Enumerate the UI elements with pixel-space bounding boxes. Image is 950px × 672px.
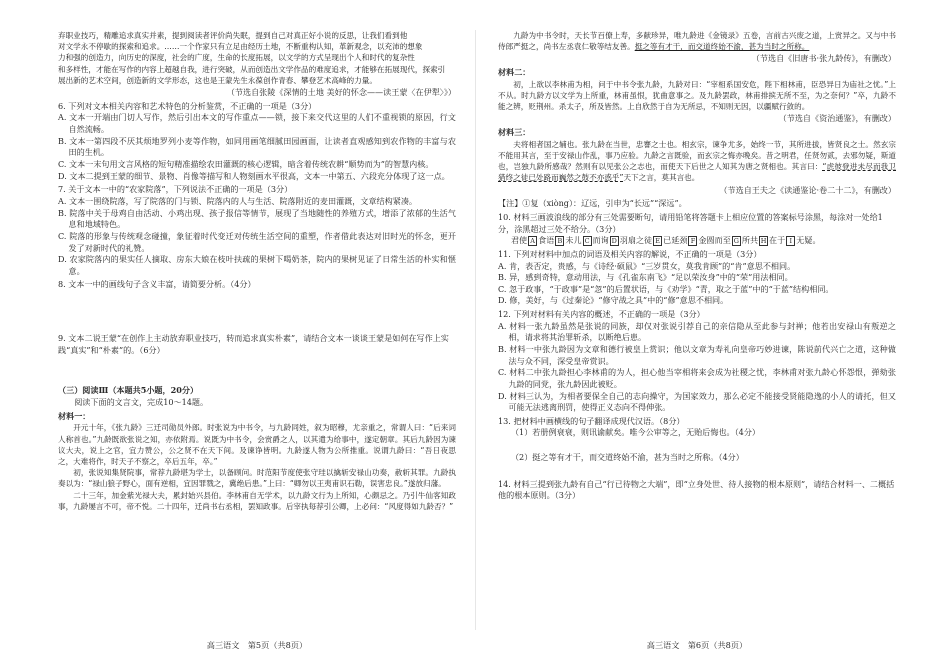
question-6-stem: 6. 下列对文本相关内容和艺术特色的分析鉴赏，不正确的一项是（3分） [58,100,317,111]
question-12-option-d: D. 材料三认为，为相者要保全自己的志向操守，为国家效力，那么必定不能接受贤能隐逸的小人的请托，但又可能无法逃离刑罚，使得正义态向不得伸张。 [498,390,896,413]
question-11-stem: 11. 下列对材料中加点的词语及相关内容的解说，不正确的一项是（3分） [498,248,762,259]
break-option-d[interactable]: D [611,237,617,246]
material-1-paragraph: 二十三年，加金紫光禄大夫，累封始兴县伯。李林甫自无学术，以九龄文行为上所知，心颇忌之。乃引牛仙客知政事，九龄屡言不可，帝不悦。二十四年，迁尚书右丞相，罢知政事。后宰执每荐引公卿，上必问：“风度得如九龄否？” [58,490,456,511]
question-10-sentence [498,235,896,247]
question-7-option-b: B. 院落中关于母鸡自由活动、小鸡出现、孩子报信等情节，展现了当地随性的养殖方式，增添了浓郁的生活气息和地域特色。 [58,207,456,230]
break-option-b[interactable]: B [555,236,564,246]
page-left [58,30,456,512]
question-13-stem: 13. 把材料中画横线的句子翻译成现代汉语。（8分） [498,415,685,426]
segment-text: 已延颈 [663,235,688,246]
question-12-option-a: A. 材料一张九龄虽然是张说的同族，却仅对张说引荐自己的亲信隐从至此参与封禅；他若出安禄山有叛逆之相，请求将其治罪斩杀，以断绝后患。 [498,320,896,343]
material-2-paragraph: 初，上欲以李林甫为相，问于中书令张九龄，九龄对曰：“宰相系国安危，陛下相林甫，臣恐异日为庙社之忧。”上不从。时九龄方以文学为上所重，林甫虽恨，犹曲意事之。及九龄罢政，林甫排摈无所不至，为之奈何？”卒，九龄不能之辨，贬荆州。杀太子，所及皆然。上自欣然于自为无所忌，不知则无因，以疆赋行敛的。 [498,79,896,112]
break-option-f[interactable]: F [688,236,697,246]
question-11-option-b: B. 异，感到奇特，意动用法，与《孔雀东南飞》“足以荣汝身”中的“荣”用法相同。 [498,272,793,283]
intro-line: 力和强的创造力，向历史的深度，社会的广度，生命的长度拓展，以文学的方式呈现出个人和时代的复杂性 [58,53,415,63]
intro-passage [58,30,456,86]
question-7-option-d: D. 农家院落内的果实任人摘取、房东大娘在枝叶扶疏的果树下喝奶茶，院内的果树见证了日常生活的朴实和惬意。 [58,254,456,276]
material-3-end: 天下之言，莫其言也。 [623,173,700,183]
question-6-option-d: D. 文本二提到王蒙的细节、景物、肖像等描写和人物刻画水平很高，文本一中第五、六段充分体现了这一点。 [58,170,450,181]
page-divider [475,30,476,630]
break-option-g[interactable]: G [733,237,739,246]
material-1-paragraph: 开元十年，《张九龄》三迁司勋员外郎。时张说为中书令，与九龄同姓，叙为昭穆，尤亲重之，常谓人曰：“后来词人称首也。”九龄既欲张说之知，亦依附焉。说既为中书令，会赏爵之人，以其遣为给事中，遂定朝章。其后九龄因为谏议大夫，说上之官，宜力赞公，公之贤不在天下间。及谏诤皆明。九龄遂人物为公所推重。说谓九龄曰：“吾日夜思之，大难将作，时天子不察之，卒后五年，卒。” [58,423,456,466]
break-option-c[interactable]: C [583,236,592,246]
answer-space [498,464,896,477]
segment-text: 而询 [592,235,609,246]
material-1-source: （节选自《旧唐书·张九龄传》，有删改） [751,53,896,64]
material-3-paragraph [498,139,896,184]
question-8-stem: 8. 文本一中的画线句子含义丰富，请简要分析。（4分） [58,279,256,290]
answer-space [498,439,896,452]
material-1-continued [498,30,896,52]
question-7-option-c: C. 院落的形象与传统观念碰撞，象征着时代变迁对传统生活空间的重塑，作者借此表达对旧时光的怀念，更开发了对新时代的礼赞。 [58,230,456,253]
question-6-option-c: C. 文本一末句用文言风格的短句精准描绘农田灌溉的核心逻辑，暗含着传统农耕“顺势而为”的智慧内核。 [58,159,434,170]
segment-text: 金圆而至 [698,235,731,246]
annotation-note: 【注】①复（xiòng）：辽远，引申为“长远”“深远”。 [498,198,687,209]
material-3-source: （节选自王夫之《读通鉴论·卷二十二》，有删改） [719,184,896,195]
question-14-stem: 14. 材料三提到张九龄有自己“行已待物之大端”，即“立身处世、待人接物的根本原则”，请结合材料一、二概括他的根本原则。（3分） [498,478,895,501]
question-12-stem: 12. 下列对材料有关内容的概述，不正确的一项是（3分） [498,309,705,320]
question-7-option-a: A. 文本一围绕院落，写了院落的门与锁、院落内的人与生活、院落附近的麦田灌溉，文章结构紧凑。 [58,195,418,206]
segment-text: 羽扇之徒 [619,235,653,246]
question-6-option-a: A. 文本一开端由门切人写作，然后引出本文的写作重点——锁，接下来交代这里的人们不重视锁的原因，行文自然流畅。 [58,112,456,135]
page-footer-left: 高三语文 第5页（共8页） [206,640,308,650]
page-right [498,30,896,502]
material-2-label: 材料二： [498,67,531,78]
break-option-i[interactable]: I [786,236,795,246]
question-6-option-b: B. 文本一第四段不厌其烦地罗列小麦等作物，如同用画笔细腻田园画面，让读者直观感知到农作物的丰富与农田的生机。 [58,135,456,158]
material-1-paragraph: 初，张说知集贤院事，常荐九龄堪为学士，以备顾问。时范阳节度使张守珪以擒斩安禄山功奏，赦斩其罪。九龄执奏以为：“禄山狼子野心，面有逆相，宜因罪戮之，冀绝后患。”上曰：“卿勿以王夷甫识石勒，误害忠良。”遂放归藩。 [58,468,456,489]
answer-space [58,356,456,382]
wavy-underlined-sentence: “虑彼登进未尽而我卫猎终之徒已处路而巍然之鼓不亦惑乎” [498,162,897,183]
page-footer-right: 高三语文 第6页（共8页） [646,640,748,650]
segment-text: 食语 [538,235,555,246]
break-option-a[interactable]: A [528,236,537,246]
intro-source: （节选自张陵《深情的土地 美好的怀念——读王蒙〈在伊犁〉》） [226,87,456,98]
section-3-title: （三）阅读Ⅲ（本题共5小题，20分） [58,385,199,396]
break-option-h[interactable]: H [760,237,767,246]
intro-line: 和多样性，才能在写作的内容上超越自我，进行突破，从而创造出文学作品的难度追求，才能够在拓展现代，探索引 [58,64,446,74]
material-1-text [58,422,456,512]
segment-text: 未儿 [565,235,582,246]
intro-line: 弃职业技巧，精雕追求真实并素，提到阅读者评价尚失眠，提到自己对真正好小说的反思，让我们看到他 [58,31,408,40]
question-11-option-a: A. 肯，表否定，贵感，与《诗经·硕鼠》“三岁贯女，莫我肯顾”的“肯”意思不相同。 [498,260,796,271]
underlined-sentence-2: 挺之等有才干，而交道终始不渝，甚为当时之所称。 [634,42,810,52]
intro-line: 对文学永不停歇的探索和追求。……一个作家只有立足由经历土地，不断重构认知，革新观念，以充沛的想象 [58,42,423,52]
segment-text: 在于 [769,235,786,246]
question-12-option-c: C. 材料二中张九龄担心李林甫的为人，担心他当宰相将来会成为社稷之忧，李林甫对张九龄心怀怨恨，弹劾张九龄的同党，张九龄因此被贬。 [498,367,896,389]
segment-text: 君使 [510,235,528,246]
question-12-option-b: B. 材料一中张九龄因为文章和德行被皇上赏识；他以文章为寿礼向皇帝巧妙进谏，陈说前代兴亡之道，这种做法与众不同，深受皇帝赏识。 [498,344,896,366]
question-13-part-2: （2）挺之等有才干，而交道终始不渝，甚为当时之所称。（4分） [510,452,744,463]
material-3-label: 材料三： [498,127,531,138]
section-3-instruction: 阅读下面的文言文，完成10～14题。 [74,396,209,407]
segment-text: 所共 [741,235,759,246]
question-9-stem: 9. 文本二说王蒙“在创作上主动放弃职业技巧，转而追求真实朴素”，请结合文本一谈谈王蒙是如何在写作上实践“真实”和“朴素”的。（6分） [58,333,449,355]
material-1-label: 材料一： [58,410,91,421]
answer-space [58,291,456,331]
intro-line: 展出新的艺术空间，创造新的文学形态，这也是王蒙先生永葆创作青春、攀登艺术高峰的力量。 [58,75,377,85]
question-11-option-d: D. 修，美好，与《过秦论》“修守战之具”中的“修”意思不相同。 [498,295,729,306]
material-2-text [498,79,896,113]
material-3-text [498,139,896,184]
question-13-part-1: （1）若册例衰衰，则讯谕献矣。唯今公审等之，无贻后悔也。（4分） [510,427,761,438]
break-option-e[interactable]: E [653,236,662,246]
question-11-option-c: C. 忽于政事，“于政事”是“忽”的后置状语，与《劝学》“青，取之于蓝”中的“于蓝”结构相同。 [498,283,834,294]
question-10-stem: 10. 材料三画波浪线的部分有三处需要断句，请用铅笔将答题卡上相应位置的答案标号涂黑，每涂对一处给1分，涂黑超过三处不给分。（3分） [498,211,883,234]
material-3-plain: 夫将相者国之辅也。张九龄在当世，忠謇之士也。相玄宗，谏争尤多，始终一节，其所进拔，皆贤良之士。然玄宗不能用其言，至于安禄山作乱，事乃应验。九龄之言既验，而玄宗之悔亦晚矣。昔之明君，任贤勿贰，去邪勿疑，斯道也，岂独九龄所感哉？然则有以见张公之志也，而使天下后世之人知其为唐之贤相也。其言曰： [498,139,896,172]
material-1-plain: 九龄为中书令时，天长节百僚上寿，多献珍异，唯九龄进《金镜录》五卷，言前古兴废之道，上赏异之。又与中书侍郎严挺之，尚书左丞袁仁敬等结友善。 [498,31,896,52]
material-1-paragraph [498,30,896,52]
question-7-stem: 7. 关于文本一中的“农家院落”，下列说法不正确的一项是（3分） [58,184,293,195]
segment-text: 无疑。 [796,235,821,246]
material-2-source: （节选自《资治通鉴》，有删改） [778,113,896,124]
